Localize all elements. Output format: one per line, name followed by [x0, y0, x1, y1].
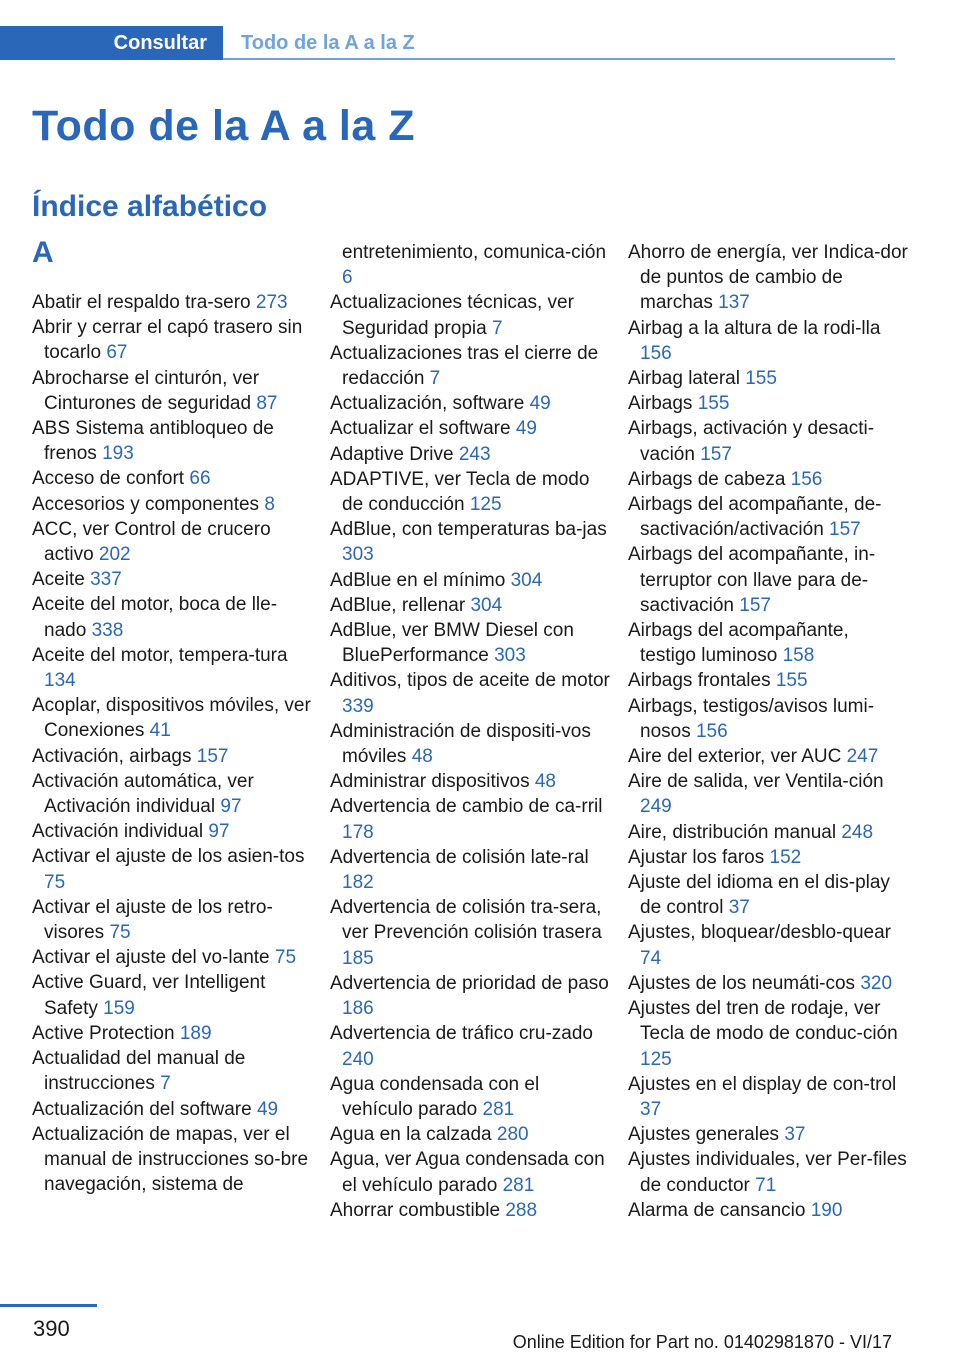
page-link[interactable]: 155 — [697, 393, 730, 415]
index-entry — [330, 442, 610, 467]
entry-text: Aire, distribución manual — [628, 821, 837, 843]
page-link[interactable]: 281 — [482, 1098, 515, 1120]
page-link[interactable]: 159 — [103, 997, 135, 1019]
index-entry — [32, 416, 312, 466]
page-link[interactable]: 67 — [106, 342, 128, 364]
page-link[interactable]: 158 — [782, 645, 815, 667]
page-link[interactable]: 41 — [149, 720, 171, 742]
page-link[interactable]: 49 — [529, 393, 551, 415]
page-link[interactable]: 134 — [44, 670, 76, 692]
entry-text: Active Guard, ver Intelligent Safety — [32, 972, 266, 1019]
index-entry — [628, 870, 908, 920]
page-link[interactable]: 186 — [342, 998, 374, 1020]
entry-text: Administración de dispositi-vos móviles — [330, 720, 591, 768]
index-entry — [32, 1021, 312, 1046]
index-entry — [628, 668, 908, 693]
page-link[interactable]: 37 — [728, 897, 750, 919]
entry-text: Ahorrar combustible — [330, 1199, 501, 1221]
entry-text: Agua en la calzada — [330, 1124, 492, 1146]
page-link[interactable]: 320 — [860, 972, 893, 994]
index-entry — [330, 668, 610, 718]
entry-text: AdBlue, ver BMW Diesel con BluePerformance — [330, 620, 574, 667]
edition-note: Online Edition for Part no. 01402981870 - VI/17 — [512, 1332, 892, 1352]
page-link[interactable]: 156 — [790, 468, 823, 490]
entry-text: Alarma de cansancio — [628, 1199, 806, 1221]
index-entry — [628, 769, 908, 819]
entry-text: Advertencia de prioridad de paso — [330, 972, 609, 994]
entry-text: Airbags frontales — [628, 670, 771, 692]
page-link[interactable]: 337 — [90, 569, 122, 591]
page-link[interactable]: 75 — [274, 947, 297, 969]
page-link[interactable]: 243 — [458, 443, 491, 465]
page-link[interactable]: 157 — [196, 745, 229, 767]
page-title: Todo de la A a la Z — [32, 102, 415, 150]
page-link[interactable]: 155 — [775, 670, 808, 692]
index-entry — [330, 769, 610, 794]
index-entry — [628, 996, 908, 1072]
index-entry — [628, 467, 908, 492]
page-link[interactable]: 66 — [189, 468, 211, 490]
index-entry — [330, 240, 610, 290]
entry-text: Ajustes individuales, ver Per-files de conductor — [628, 1149, 907, 1196]
page-link[interactable]: 97 — [220, 796, 242, 818]
entry-text: Advertencia de cambio de ca-rril — [330, 796, 603, 818]
index-entry — [32, 1097, 312, 1122]
index-entry — [330, 391, 610, 416]
index-entry — [330, 845, 610, 895]
entry-text: Accesorios y componentes — [32, 493, 260, 515]
index-entry — [330, 794, 610, 844]
index-entry — [628, 1122, 908, 1147]
breadcrumb[interactable] — [241, 26, 415, 60]
page-link[interactable]: 178 — [342, 821, 374, 843]
index-entry — [32, 567, 312, 592]
entry-text: Activar el ajuste de los asien-tos — [32, 846, 305, 868]
page-link[interactable]: 288 — [505, 1199, 538, 1221]
entry-text: Advertencia de colisión late-ral — [330, 846, 589, 868]
page-link[interactable]: 152 — [769, 846, 802, 868]
index-entry — [628, 1198, 908, 1223]
entry-text: Airbags del acompañante, de-sactivación/activación — [628, 494, 882, 541]
page-link[interactable]: 185 — [342, 947, 374, 969]
index-entry — [330, 1147, 610, 1197]
page-link[interactable]: 157 — [829, 519, 861, 541]
entry-text: Actualizar el software — [330, 418, 511, 440]
index-entry — [330, 1072, 610, 1122]
index-entry — [628, 820, 908, 845]
index-entry — [628, 416, 908, 466]
entry-text: AdBlue, rellenar — [330, 594, 466, 616]
entry-text: Agua condensada con el vehículo parado — [330, 1073, 540, 1120]
entry-text: Ajustes generales — [628, 1124, 780, 1146]
index-entry — [628, 391, 908, 416]
index-entry — [330, 618, 610, 668]
header-bar — [0, 26, 895, 60]
page-link[interactable]: 7 — [429, 368, 441, 390]
page-link[interactable]: 190 — [810, 1199, 843, 1221]
index-entry — [330, 467, 610, 517]
index-entry — [628, 542, 908, 618]
page-link[interactable]: 202 — [98, 544, 131, 566]
page-link[interactable]: 339 — [342, 695, 374, 717]
entry-text: Activación individual — [32, 821, 204, 843]
page-number: 390 — [33, 1316, 70, 1341]
page-link[interactable]: 37 — [784, 1124, 806, 1146]
entry-text: Active Protection — [32, 1022, 175, 1044]
entry-text: ACC, ver Control de crucero activo — [32, 518, 271, 566]
page-link[interactable]: 182 — [342, 872, 374, 894]
entry-text: entretenimiento, comunica-ción — [342, 242, 607, 263]
index-entry — [32, 592, 312, 642]
entry-text: Aire del exterior, ver AUC — [628, 746, 842, 768]
index-entry — [32, 290, 312, 315]
page-link[interactable]: 49 — [256, 1098, 279, 1120]
page-link[interactable]: 303 — [494, 645, 526, 667]
entry-text: Aditivos, tipos de aceite de motor — [330, 670, 610, 692]
entry-text: ADAPTIVE, ver Tecla de modo de conducción — [330, 468, 590, 516]
entry-text: Abatir el respaldo tra-sero — [32, 292, 251, 313]
index-entry — [628, 316, 908, 366]
entry-text: Ajustes en el display de con-trol — [628, 1073, 897, 1095]
index-entry — [628, 492, 908, 542]
page-link[interactable]: 7 — [492, 317, 503, 339]
page-link[interactable]: 75 — [109, 922, 131, 944]
index-entry — [330, 1021, 610, 1071]
index-entry — [32, 819, 312, 844]
entry-text: Aire de salida, ver Ventila-ción — [628, 771, 884, 793]
index-entry — [628, 1072, 908, 1122]
index-entry — [330, 895, 610, 971]
index-entry — [32, 492, 312, 517]
page-link[interactable]: 137 — [718, 292, 750, 314]
index-column-3 — [628, 240, 908, 1223]
entry-text: Airbags, testigos/avisos lumi-nosos — [628, 695, 875, 742]
page-link[interactable]: 189 — [179, 1022, 212, 1044]
entry-text: Activar el ajuste del vo-lante — [32, 947, 270, 969]
page-link[interactable]: 248 — [841, 821, 874, 843]
index-entry — [32, 466, 312, 491]
index-entry — [330, 290, 610, 340]
entry-text: Abrocharse el cinturón, ver Cinturones de seguridad — [32, 367, 260, 414]
index-entry — [32, 315, 312, 365]
page-link[interactable]: 71 — [755, 1174, 777, 1196]
index-entry — [628, 240, 908, 316]
page-link[interactable]: 8 — [264, 493, 275, 515]
page-link[interactable]: 304 — [470, 594, 503, 616]
index-entry — [330, 1198, 610, 1223]
entry-text: Activar el ajuste de los retro-visores — [32, 896, 273, 944]
entry-text: Airbags del acompañante, testigo luminoso — [628, 620, 849, 667]
page-link[interactable]: 338 — [91, 619, 124, 641]
index-entry — [330, 719, 610, 769]
index-entry — [330, 971, 610, 1021]
entry-text: Activación, airbags — [32, 745, 192, 767]
entry-text: Actualización de mapas, ver el manual de instrucciones so-bre navegación, sistema de — [32, 1123, 309, 1196]
entry-text: Agua, ver Agua condensada con el vehículo parado — [330, 1149, 605, 1196]
entry-text: Acoplar, dispositivos móviles, ver Conexiones — [32, 695, 311, 742]
entry-text: Ahorro de energía, ver Indica-dor de puntos de cambio de marchas — [628, 242, 908, 314]
index-entry — [32, 517, 312, 567]
chapter-label: Consultar — [113, 31, 207, 54]
index-entry — [628, 694, 908, 744]
entry-text: Ajustes de los neumáti-cos — [628, 972, 856, 994]
entry-text: Aceite del motor, boca de lle-nado — [32, 594, 278, 641]
entry-text: Ajustes del tren de rodaje, ver Tecla de modo de conduc-ción — [628, 998, 898, 1045]
page-link[interactable]: 155 — [745, 368, 777, 390]
entry-text: Actualización del software — [32, 1098, 252, 1120]
chapter-tab[interactable] — [0, 26, 223, 60]
index-entry — [32, 693, 312, 743]
entry-text: Actualizaciones técnicas, ver Seguridad propia — [330, 292, 574, 339]
entry-text: Airbag a la altura de la rodi-lla — [628, 317, 881, 339]
entry-text: Ajustar los faros — [628, 846, 765, 868]
index-column-2 — [330, 240, 610, 1223]
index-entry — [628, 971, 908, 996]
page-link[interactable]: 75 — [44, 871, 66, 893]
entry-text: Actualidad del manual de instrucciones — [32, 1048, 246, 1095]
header-rule — [223, 58, 895, 60]
entry-text: Ajustes, bloquear/desblo-quear — [628, 922, 892, 944]
entry-text: Airbags, activación y desacti-vación — [628, 418, 875, 465]
index-entry — [32, 945, 312, 970]
entry-text: Advertencia de tráfico cru-zado — [330, 1023, 593, 1045]
index-entry — [32, 366, 312, 416]
index-entry — [32, 895, 312, 945]
entry-text: Administrar dispositivos — [330, 771, 530, 793]
index-entry — [330, 416, 610, 441]
page-link[interactable]: 303 — [342, 544, 374, 566]
index-entry — [330, 593, 610, 618]
page-link[interactable]: 125 — [640, 1048, 672, 1070]
index-entry — [330, 1122, 610, 1147]
index-entry — [32, 643, 312, 693]
entry-text: Airbag lateral — [628, 368, 740, 390]
entry-text: AdBlue en el mínimo — [330, 569, 506, 591]
entry-text: Activación automática, ver Activación individual — [32, 770, 254, 818]
page-link[interactable]: 240 — [342, 1048, 374, 1070]
page-link[interactable]: 280 — [496, 1124, 529, 1146]
page-link[interactable]: 157 — [739, 594, 771, 616]
index-entry — [330, 517, 610, 567]
entry-text: Actualizaciones tras el cierre de redacción — [330, 342, 599, 390]
index-entry — [32, 769, 312, 819]
index-entry — [628, 845, 908, 870]
index-entry — [32, 844, 312, 894]
page-link[interactable]: 249 — [640, 796, 672, 818]
index-entry — [32, 744, 312, 769]
entry-text: Advertencia de colisión tra-sera, ver Prevención colisión trasera — [330, 897, 602, 944]
page-link[interactable]: 157 — [700, 443, 732, 465]
section-title: Índice alfabético — [32, 190, 268, 223]
page-link[interactable]: 6 — [342, 267, 353, 289]
entry-text: Adaptive Drive — [330, 443, 454, 465]
footer-rule — [0, 1304, 97, 1307]
page-link[interactable]: 74 — [640, 947, 662, 969]
entry-text: Acceso de confort — [32, 468, 185, 490]
page-link[interactable]: 125 — [469, 494, 502, 516]
page-link[interactable]: 273 — [255, 292, 288, 313]
index-entry — [32, 1046, 312, 1096]
index-column-1 — [32, 290, 312, 1197]
index-entry — [628, 920, 908, 970]
entry-text: ABS Sistema antibloqueo de frenos — [32, 418, 274, 465]
index-entry — [32, 970, 312, 1020]
page-link[interactable]: 7 — [160, 1073, 171, 1095]
page-link[interactable]: 156 — [695, 720, 728, 742]
index-entry — [628, 744, 908, 769]
entry-text: Actualización, software — [330, 393, 525, 415]
index-entry — [330, 568, 610, 593]
page-link[interactable]: 48 — [411, 746, 433, 768]
page-link[interactable]: 48 — [534, 771, 556, 793]
index-letter: A — [32, 236, 54, 269]
entry-text: Aceite del motor, tempera-tura — [32, 644, 288, 666]
entry-text: Airbags de cabeza — [628, 468, 786, 490]
index-entry — [628, 366, 908, 391]
page-link[interactable]: 304 — [510, 569, 543, 591]
page-link[interactable]: 37 — [640, 1098, 662, 1120]
page-link[interactable]: 247 — [846, 746, 879, 768]
breadcrumb-label: Todo de la A a la Z — [241, 31, 415, 54]
index-entry — [628, 618, 908, 668]
entry-text: AdBlue, con temperaturas ba-jas — [330, 519, 607, 541]
entry-text: Ajuste del idioma en el dis-play de control — [628, 872, 890, 919]
page-link[interactable]: 281 — [502, 1174, 535, 1196]
page-link[interactable]: 156 — [640, 342, 672, 364]
entry-text: Airbags del acompañante, in-terruptor con llave para de-sactivación — [628, 544, 876, 616]
page-link[interactable]: 49 — [515, 418, 537, 440]
page-link[interactable]: 87 — [256, 392, 278, 414]
entry-text: Aceite — [32, 569, 85, 591]
page-link[interactable]: 193 — [102, 443, 134, 465]
page-link[interactable]: 97 — [208, 821, 230, 843]
index-entry — [330, 341, 610, 391]
index-entry — [628, 1147, 908, 1197]
entry-text: Abrir y cerrar el capó trasero sin tocarlo — [32, 317, 303, 364]
entry-text: Airbags — [628, 393, 693, 415]
index-entry — [32, 1122, 312, 1198]
